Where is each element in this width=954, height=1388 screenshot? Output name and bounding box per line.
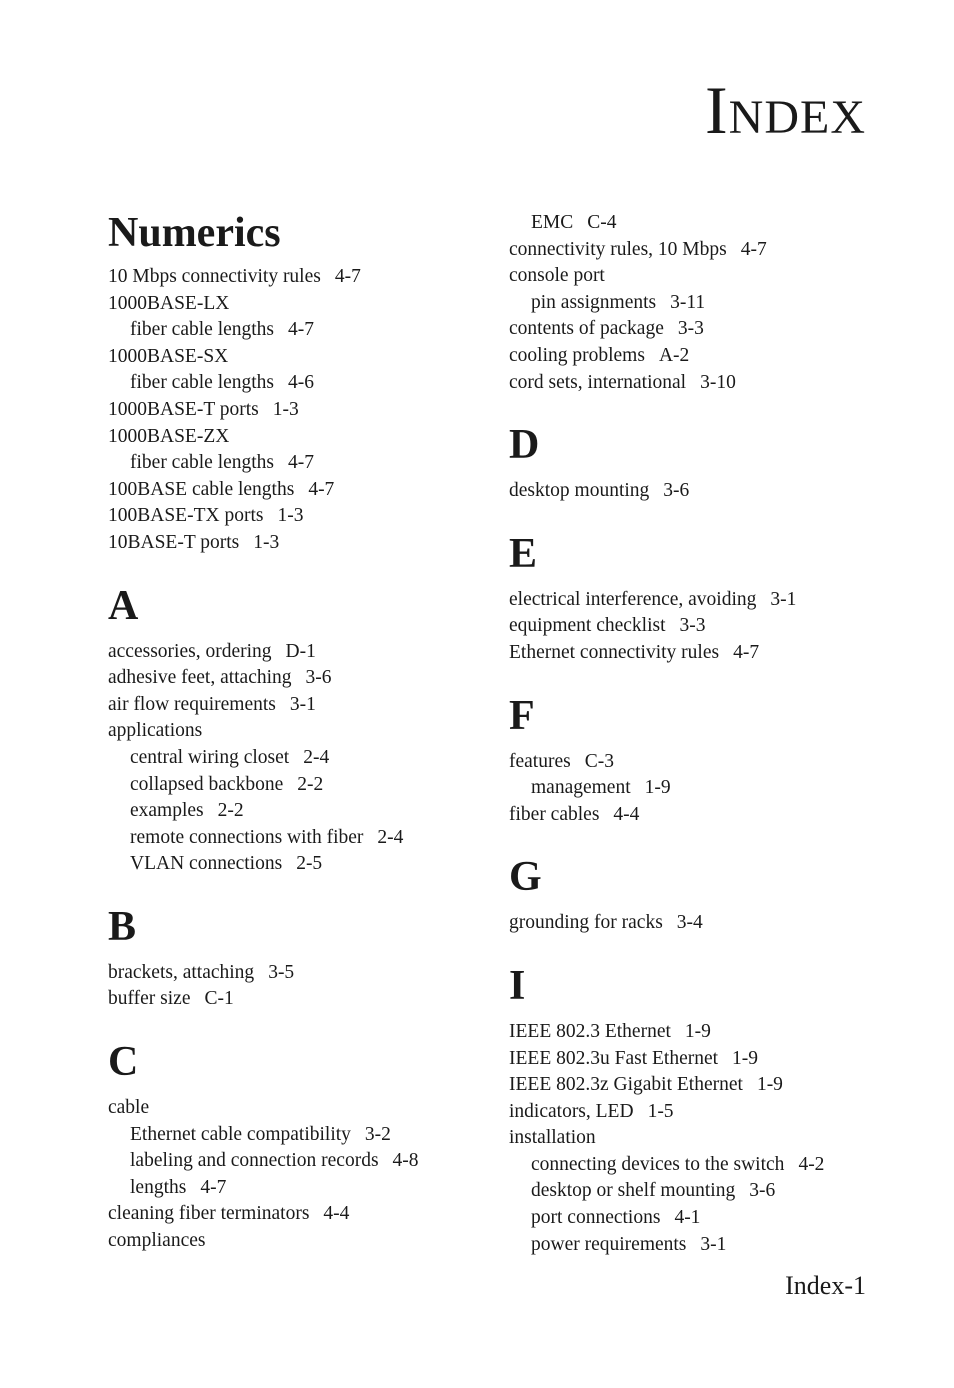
page-reference: 2-2 (217, 800, 244, 822)
index-term: desktop or shelf mounting (531, 1180, 736, 1202)
section-heading: C (108, 1039, 139, 1086)
index-subentry (509, 1178, 889, 1205)
index-entry (108, 639, 488, 666)
index-term: cooling problems (509, 344, 645, 366)
index-subentry (108, 851, 488, 878)
page-reference: 4-4 (613, 803, 640, 825)
section-heading: G (509, 854, 542, 901)
section-heading: E (509, 530, 538, 577)
index-entry (108, 397, 488, 424)
index-section (108, 582, 488, 878)
page-title: Index (705, 72, 866, 148)
index-term: remote connections with fiber (130, 826, 364, 848)
index-subentry (509, 775, 889, 802)
index-entry-list (509, 910, 889, 937)
index-entry (509, 1125, 889, 1152)
index-entry (108, 264, 488, 291)
page-reference: 1-9 (732, 1047, 759, 1069)
page-reference: 1-9 (644, 777, 671, 799)
index-term: fiber cable lengths (130, 372, 275, 394)
page-reference: D-1 (285, 640, 316, 662)
index-entry-list (108, 639, 488, 878)
index-term: Ethernet cable compatibility (130, 1123, 351, 1145)
page-reference: A-2 (658, 344, 690, 366)
index-entry (108, 960, 488, 987)
section-heading: D (509, 422, 540, 469)
index-entry (108, 1095, 488, 1122)
index-subentry (108, 825, 488, 852)
page-reference: 1-3 (253, 531, 280, 553)
page-reference: 3-10 (700, 371, 736, 393)
index-column-right (509, 210, 889, 1286)
index-term: central wiring closet (130, 746, 290, 768)
section-heading: A (108, 582, 139, 629)
index-subentry (108, 745, 488, 772)
page-reference: 2-4 (377, 826, 404, 848)
index-term: indicators, LED (509, 1100, 634, 1122)
index-entry (108, 718, 488, 745)
index-term: 1000BASE-T ports (108, 398, 259, 420)
page-reference: 3-1 (700, 1233, 727, 1255)
index-term: buffer size (108, 988, 191, 1010)
index-entry (509, 263, 889, 290)
index-section (509, 962, 889, 1258)
index-term: brackets, attaching (108, 961, 255, 983)
page-reference: 3-6 (663, 480, 690, 502)
index-entry-list (509, 749, 889, 829)
page-reference: C-3 (584, 750, 614, 772)
index-entry (108, 665, 488, 692)
index-term: VLAN connections (130, 853, 283, 875)
index-section (108, 903, 488, 1013)
index-term: 1000BASE-LX (108, 292, 230, 314)
page-number: Index-1 (785, 1271, 866, 1300)
index-entry-list (509, 210, 889, 396)
page-reference: 2-5 (296, 853, 323, 875)
page-reference: 2-2 (297, 773, 324, 795)
index-entry (108, 477, 488, 504)
index-entry (108, 1201, 488, 1228)
page-reference: 3-6 (749, 1180, 776, 1202)
index-term: adhesive feet, attaching (108, 667, 292, 689)
index-subentry (108, 370, 488, 397)
index-term: 100BASE-TX ports (108, 505, 264, 527)
index-term: examples (130, 800, 204, 822)
index-term: IEEE 802.3u Fast Ethernet (509, 1047, 719, 1069)
page-reference: 4-7 (308, 478, 335, 500)
page-reference: 3-5 (268, 961, 295, 983)
index-term: desktop mounting (509, 480, 650, 502)
index-section (509, 210, 889, 396)
index-entry (108, 291, 488, 318)
page-reference: 3-11 (670, 291, 706, 313)
index-term: IEEE 802.3z Gigabit Ethernet (509, 1074, 743, 1096)
index-term: console port (509, 265, 605, 287)
page-reference: 3-6 (305, 667, 332, 689)
index-subentry (509, 210, 889, 237)
index-entry (509, 613, 889, 640)
page-reference: 4-7 (334, 266, 361, 287)
index-entry (509, 343, 889, 370)
index-term: connecting devices to the switch (531, 1153, 785, 1175)
index-entry (108, 503, 488, 530)
index-section (108, 212, 488, 557)
page-reference: 3-1 (289, 693, 316, 715)
page-reference: 4-7 (288, 319, 315, 341)
index-entry-list (108, 264, 488, 557)
index-term: Ethernet connectivity rules (509, 641, 720, 663)
section-heading: B (108, 903, 137, 950)
index-term: cord sets, international (509, 371, 687, 393)
index-entry (509, 237, 889, 264)
index-term: compliances (108, 1230, 206, 1252)
index-entry (509, 1099, 889, 1126)
index-subentry (509, 1152, 889, 1179)
index-subentry (108, 772, 488, 799)
index-entry (108, 530, 488, 557)
index-entry-list (108, 1095, 488, 1255)
index-entry (509, 1072, 889, 1099)
index-term: grounding for racks (509, 912, 663, 934)
page-reference: 4-6 (288, 372, 315, 394)
index-term: electrical interference, avoiding (509, 588, 757, 610)
index-entry (509, 802, 889, 829)
index-subentry (509, 1205, 889, 1232)
index-term: connectivity rules, 10 Mbps (509, 238, 727, 260)
index-term: fiber cable lengths (130, 319, 275, 341)
page-reference: 4-7 (733, 641, 760, 663)
index-term: management (531, 777, 631, 799)
page-reference: 4-7 (200, 1176, 227, 1198)
index-subentry (108, 1175, 488, 1202)
page-reference: 3-1 (770, 588, 797, 610)
index-section (509, 424, 889, 505)
page-reference: 1-3 (272, 398, 299, 420)
index-term: contents of package (509, 318, 664, 340)
page-reference: 1-9 (756, 1074, 783, 1096)
index-subentry (108, 317, 488, 344)
index-entry (108, 692, 488, 719)
index-entry (509, 910, 889, 937)
index-term: installation (509, 1127, 596, 1149)
index-term: port connections (531, 1207, 661, 1229)
index-section (108, 1041, 488, 1255)
page-reference: 4-8 (392, 1150, 419, 1172)
index-term: fiber cables (509, 803, 600, 825)
index-term: 1000BASE-SX (108, 345, 229, 367)
index-entry (509, 1046, 889, 1073)
index-term: equipment checklist (509, 615, 666, 637)
index-term: 10 Mbps connectivity rules (108, 266, 321, 287)
index-term: 100BASE cable lengths (108, 478, 295, 500)
page-reference: 3-3 (679, 615, 706, 637)
index-entry (108, 1228, 488, 1255)
index-subentry (108, 798, 488, 825)
index-subentry (108, 1148, 488, 1175)
index-term: air flow requirements (108, 693, 276, 715)
page-reference: 4-4 (323, 1203, 350, 1225)
index-term: fiber cable lengths (130, 452, 275, 474)
index-entry (108, 986, 488, 1013)
index-term: labeling and connection records (130, 1150, 379, 1172)
index-entry (108, 424, 488, 451)
index-term: accessories, ordering (108, 640, 272, 662)
index-term: applications (108, 720, 203, 742)
index-column-left (108, 208, 488, 1283)
index-section (509, 856, 889, 937)
index-entry (509, 587, 889, 614)
index-entry (509, 316, 889, 343)
page-reference: 1-3 (277, 505, 304, 527)
section-heading: Numerics (108, 210, 281, 256)
index-term: EMC (531, 212, 574, 233)
page-reference: 1-5 (647, 1100, 674, 1122)
page-reference: 2-4 (303, 746, 330, 768)
index-entry-list (509, 478, 889, 505)
index-term: IEEE 802.3 Ethernet (509, 1020, 671, 1042)
index-subentry (509, 1232, 889, 1259)
index-section (509, 692, 889, 829)
section-heading: I (509, 962, 526, 1009)
index-entry-list (509, 587, 889, 667)
index-term: 1000BASE-ZX (108, 425, 230, 447)
index-entry-list (509, 1019, 889, 1258)
index-term: cable (108, 1097, 150, 1119)
index-entry (509, 640, 889, 667)
index-term: cleaning fiber terminators (108, 1203, 310, 1225)
index-entry (509, 749, 889, 776)
section-heading: F (509, 692, 535, 739)
page-reference: 1-9 (684, 1020, 711, 1042)
page-reference: 4-7 (740, 238, 767, 260)
page-reference: 3-3 (677, 318, 704, 340)
index-term: pin assignments (531, 291, 657, 313)
index-section (509, 530, 889, 667)
index-term: features (509, 750, 571, 772)
index-entry (108, 344, 488, 371)
page-reference: 4-7 (288, 452, 315, 474)
index-entry (509, 478, 889, 505)
index-entry (509, 370, 889, 397)
index-term: 10BASE-T ports (108, 531, 240, 553)
index-entry (509, 1019, 889, 1046)
index-term: collapsed backbone (130, 773, 284, 795)
page-reference: C-4 (587, 212, 617, 233)
page-reference: 3-2 (364, 1123, 391, 1145)
index-subentry (108, 450, 488, 477)
page-reference: 4-2 (798, 1153, 825, 1175)
index-subentry (108, 1122, 488, 1149)
index-term: power requirements (531, 1233, 687, 1255)
page-reference: 3-4 (676, 912, 703, 934)
index-subentry (509, 290, 889, 317)
index-term: lengths (130, 1176, 187, 1198)
page-reference: C-1 (204, 988, 234, 1010)
page-reference: 4-1 (674, 1207, 701, 1229)
index-entry-list (108, 960, 488, 1013)
